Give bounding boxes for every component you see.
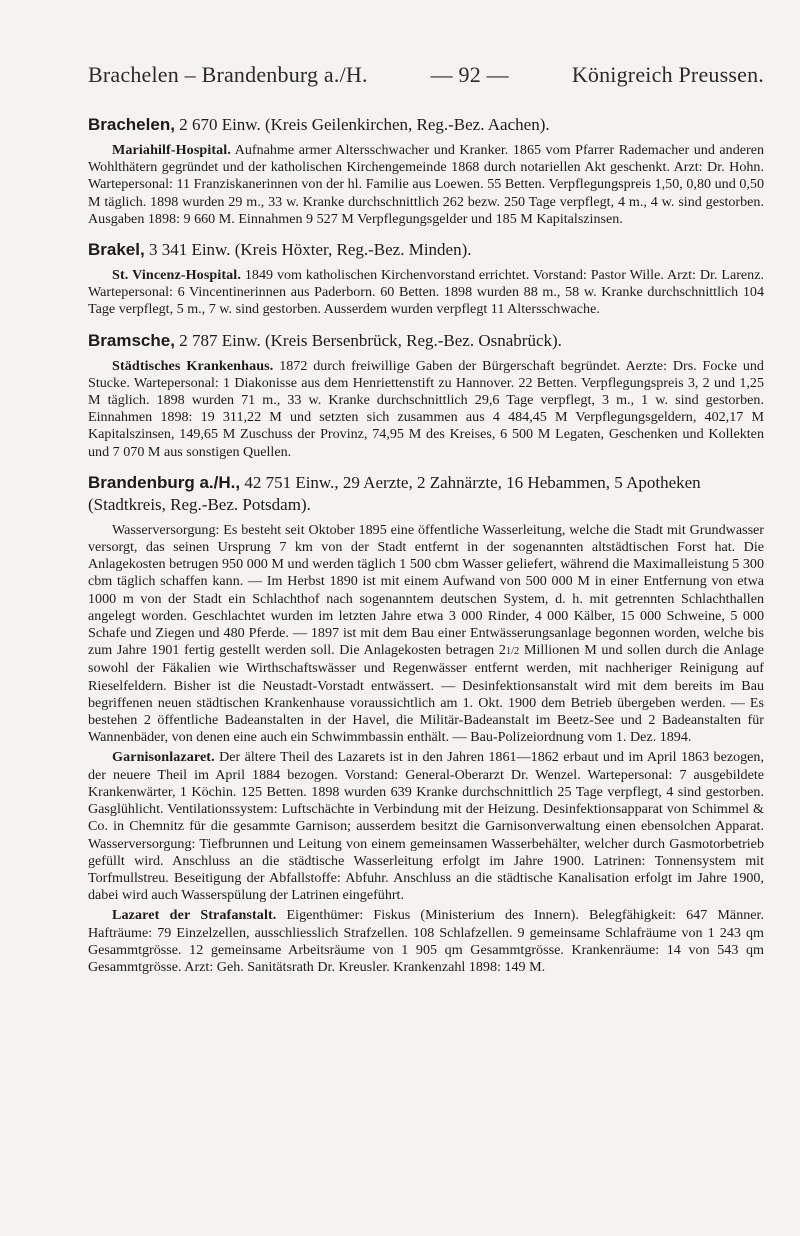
institution-paragraph	[88, 142, 764, 228]
institution-text: Der ältere Theil des Lazarets ist in den Jahren 1861—1862 erbaut und im April 1863 bezogen, der neuere Theil im April 1884 bezogen. Vorstand: General-Oberarzt Dr. Wenzel. Wartepersonal: 7 ausgebildete Krankenwärter, 1 Köchin. 125 Betten. 1898 wurden 639 Kranke durchschnittlich 25 Tage verpflegt, 4 sind gestorben. Gasglühlicht. Ventilationssystem: Luftschächte in Verbindung mit der Heizung. Desinfektionsapparat von Schimmel & Co. in Chemnitz für die gesammte Garnison; ausserdem besitzt die Garnisonverwaltung einen ebensolchen Apparat. Wasserversorgung: Tiefbrunnen und Leitung von einem gemeinsamen Wasserbehälter, welcher durch Gasmotorbetrieb gefüllt wird. Anschluss an die städtische Wasserleitung erfolgt im Jahre 1900. Latrinen: Tonnensystem mit Torfmullstreu. Beseitigung der Abfallstoffe: Abfuhr. Anschluss an die städtische Kanalisation erfolgt im Jahre 1900, dabei wird auch Wasserspülung der Latrinen eingeführt.	[88, 749, 764, 904]
institution-name: Städtisches Krankenhaus.	[112, 357, 274, 374]
institution-name: Mariahilf-Hospital.	[112, 142, 231, 158]
running-head-left: Brachelen – Brandenburg a./H.	[88, 62, 368, 87]
running-head	[88, 62, 764, 88]
sanitation-paragraph	[88, 522, 764, 747]
entry-heading	[88, 114, 764, 136]
running-head-right: Königreich Preussen.	[571, 62, 764, 87]
entry-heading	[88, 239, 764, 261]
entry-brachelen	[88, 114, 764, 228]
fraction-half: 1/2	[505, 646, 520, 658]
place-name: Brandenburg a./H.,	[88, 472, 241, 492]
place-details: 2 787 Einw. (Kreis Bersenbrück, Reg.-Bez. Osnabrück).	[174, 330, 562, 350]
entry-bramsche	[88, 330, 764, 461]
entry-brandenburg	[88, 472, 764, 976]
entry-heading	[88, 330, 764, 352]
institution-paragraph	[88, 358, 764, 461]
institution-name: St. Vincenz-Hospital.	[112, 267, 241, 284]
sanitation-text-a: Wasserversorgung: Es besteht seit Oktober 1895 eine öffentliche Wasserleitung, welche die Stadt mit Grundwasser versorgt, das seinen Ursprung 7 km von der Stadt entfernt in der sogenannten altstädtischen Forst hat. Die Anlagekosten betrugen 950 000 M und werden täglich 1 500 cbm Wasser geliefert, während die Maximalleistung 5 300 cbm täglich schaffen kann. — Im Herbst 1890 ist mit einem Aufwand von 500 000 M in einer Entfernung von etwa 1000 m von der Stadt ein Schlachthof nach sogenanntem deutschen System, d. h. mit getrennten Schlachthallen angelegt worden. Geschlachtet wurden im letzten Jahre etwa 3 000 Rinder, 4 000 Kälber, 15 000 Schweine, 5 000 Schafe und Ziegen und 480 Pferde. — 1897 ist mit dem Bau einer Entwässerungsanlage begonnen worden, welche bis zum Jahre 1901 fertig gestellt werden soll. Die Anlagekosten betragen 2	[88, 521, 764, 659]
institution-name: Garnisonlazaret.	[112, 749, 215, 766]
place-name: Brachelen,	[88, 115, 175, 134]
entry-brakel	[88, 239, 764, 319]
place-name: Brakel,	[88, 240, 145, 260]
entry-heading	[88, 472, 764, 516]
place-name: Bramsche,	[88, 330, 175, 350]
institution-paragraph	[88, 907, 764, 976]
sanitation-text-b: Millionen M und sollen durch die Anlage sowohl der Fäkalien wie Wirthschaftswässer und Regenwässer entfernt werden, mit nachheriger Reinigung auf Rieselfeldern. Bisher ist die Neustadt-Vorstadt entwässert. — Desinfektionsanstalt wird mit dem bereits im Bau begriffenen neuen städtischen Krankenhause voraussichtlich am 1. Okt. 1900 dem Betrieb übergeben werden. — Es bestehen 2 öffentliche Badeanstalten in der Havel, die Militär-Badeanstalt im Beetz-See und 2 Badeanstalten für Wannenbäder, von denen eine auch ein Schwimmbassin enthält. — Bau-Polizeiordnung vom 1. Dez. 1894.	[88, 642, 765, 746]
place-details: 3 341 Einw. (Kreis Höxter, Reg.-Bez. Minden).	[144, 240, 472, 260]
institution-text: Aufnahme armer Altersschwacher und Kranker. 1865 vom Pfarrer Rademacher und anderen Wohlthätern gegründet und der katholischen Kirchengemeinde 1868 durch notariellen Akt geschenkt. Arzt: Dr. Hohn. Wartepersonal: 11 Franziskanerinnen von der hl. Familie aus Loewen. 55 Betten. Verpflegungspreis 1,50, 0,80 und 0,50 M täglich. 1898 wurden 29 m., 33 w. Kranke durchschnittlich 262 bezw. 250 Tage verpflegt, 4 m., 4 w. sind gestorben. Ausgaben 1898: 9 660 M. Einnahmen 9 527 M Verpflegungsgelder und 185 M Kapitalszinsen.	[88, 142, 764, 227]
institution-paragraph	[88, 267, 764, 319]
institution-text: Eigenthümer: Fiskus (Ministerium des Innern). Belegfähigkeit: 647 Männer. Hafträume: 79 Einzelzellen, ausschliesslich Strafzellen. 108 Schlafzellen. 9 gemeinsame Schlafräume von 1 243 qm Gesammtgrösse. 12 gemeinsame Arbeitsräume von 1 905 qm Gesammtgrösse. Krankenräume: 14 von 543 qm Gesammtgrösse. Arzt: Geh. Sanitätsrath Dr. Kreusler. Krankenzahl 1898: 149 M.	[88, 907, 764, 975]
institution-text: 1872 durch freiwillige Gaben der Bürgerschaft begründet. Aerzte: Drs. Focke und Stucke. Wartepersonal: 1 Diakonisse aus dem Henriettenstift zu Hannover. 22 Betten. Verpflegungspreis 3, 2 und 1,25 M täglich. 1898 wurden 71 m., 33 w. Kranke durchschnittlich 29,6 Tage verpflegt, 3 m., 1 w. sind gestorben. Einnahmen 1898: 19 311,22 M und setzten sich zusammen aus 4 484,45 M Verpflegungsgeldern, 402,17 M Kapitalszinsen, 149,65 M Zuschuss der Provinz, 74,95 M des Kreises, 6 500 M Legaten, Geschenken und Kollekten und 7 070 M aus sonstigen Quellen.	[88, 357, 764, 460]
institution-text: 1849 vom katholischen Kirchenvorstand errichtet. Vorstand: Pastor Wille. Arzt: Dr. Larenz. Wartepersonal: 6 Vincentinerinnen aus Paderborn. 60 Betten. 1898 wurden 88 m., 58 w. Kranke durchschnittlich 104 Tage verpflegt, 5 m., 7 w. sind gestorben. Ausserdem wurden verpflegt 11 Altersschwache.	[88, 267, 765, 318]
institution-name: Lazaret der Strafanstalt.	[112, 907, 277, 924]
place-details: 2 670 Einw. (Kreis Geilenkirchen, Reg.-Bez. Aachen).	[174, 115, 550, 134]
page-number: — 92 —	[430, 62, 509, 87]
institution-paragraph	[88, 749, 764, 904]
place-details: 42 751 Einw., 29 Aerzte, 2 Zahnärzte, 16 Hebammen, 5 Apotheken (Stadtkreis, Reg.-Bez. Potsdam).	[88, 472, 701, 514]
